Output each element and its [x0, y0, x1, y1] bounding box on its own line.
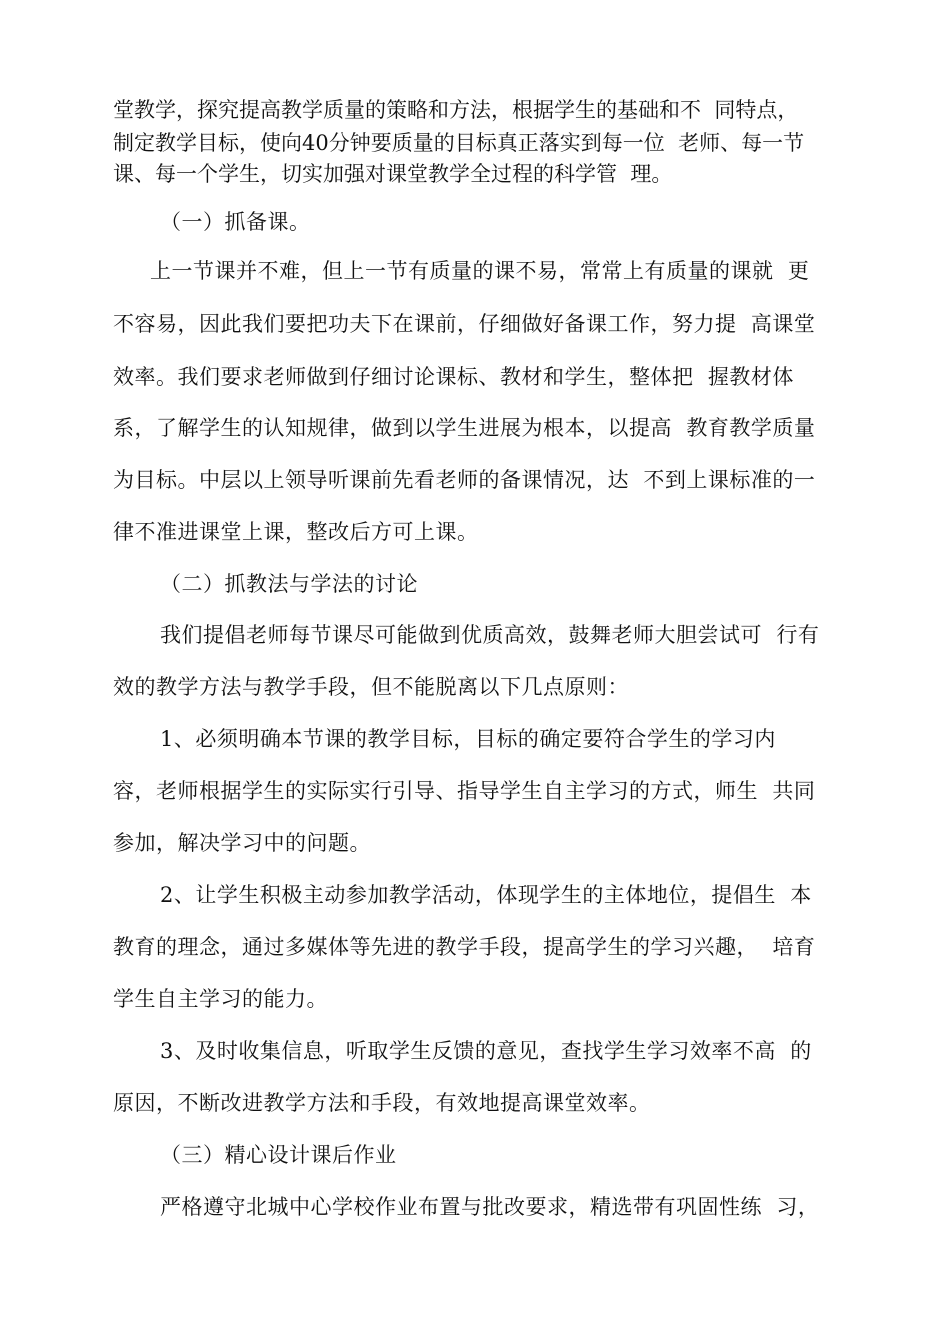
- list-item-line: 参加，解决学习中的问题。: [113, 831, 371, 855]
- paragraph-line: 系，了解学生的认知规律，做到以学生进展为根本，以提高 教育教学质量: [113, 416, 816, 440]
- paragraph-line: 效的教学方法与教学手段，但不能脱离以下几点原则：: [113, 675, 629, 699]
- list-item-line: 1、必须明确本节课的教学目标，目标的确定要符合学生的学习内: [160, 727, 776, 751]
- paragraph-line: 上一节课并不难，但上一节有质量的课不易，常常上有质量的课就 更: [150, 259, 810, 283]
- paragraph-line: 我们提倡老师每节课尽可能做到优质高效，鼓舞老师大胆尝试可 行有: [160, 623, 820, 647]
- paragraph-line: 为目标。中层以上领导听课前先看老师的备课情况，达 不到上课标准的一: [113, 468, 816, 492]
- list-item-line: 3、及时收集信息，听取学生反馈的意见，查找学生学习效率不高 的: [160, 1039, 812, 1063]
- paragraph-line: 不容易，因此我们要把功夫下在课前，仔细做好备课工作，努力提 高课堂: [113, 312, 816, 336]
- paragraph-line: 严格遵守北城中心学校作业布置与批改要求，精选带有巩固性练 习，: [160, 1195, 820, 1219]
- paragraph-line: 律不准进课堂上课，整改后方可上课。: [113, 520, 479, 544]
- section-heading: （三）精心设计课后作业: [160, 1143, 397, 1167]
- section-heading: （一）抓备课。: [160, 210, 311, 234]
- list-item-line: 学生自主学习的能力。: [113, 987, 328, 1011]
- paragraph-line: 效率。我们要求老师做到仔细讨论课标、教材和学生，整体把 握教材体: [113, 365, 794, 389]
- paragraph-line: 堂教学，探究提高教学质量的策略和方法，根据学生的基础和不 同特点，: [113, 98, 799, 122]
- list-item-line: 教育的理念，通过多媒体等先进的教学手段，提高学生的学习兴趣， 培育: [113, 935, 816, 959]
- list-item-line: 原因，不断改进教学方法和手段，有效地提高课堂效率。: [113, 1091, 651, 1115]
- section-heading: （二）抓教法与学法的讨论: [160, 572, 418, 596]
- paragraph-line: 制定教学目标，使向40分钟要质量的目标真正落实到每一位 老师、每一节: [113, 131, 805, 155]
- list-item-line: 2、让学生积极主动参加教学活动，体现学生的主体地位，提倡生 本: [160, 883, 812, 907]
- paragraph-line: 课、每一个学生，切实加强对课堂教学全过程的科学管 理。: [113, 162, 673, 186]
- list-item-line: 容，老师根据学生的实际实行引导、指导学生自主学习的方式，师生 共同: [113, 779, 816, 803]
